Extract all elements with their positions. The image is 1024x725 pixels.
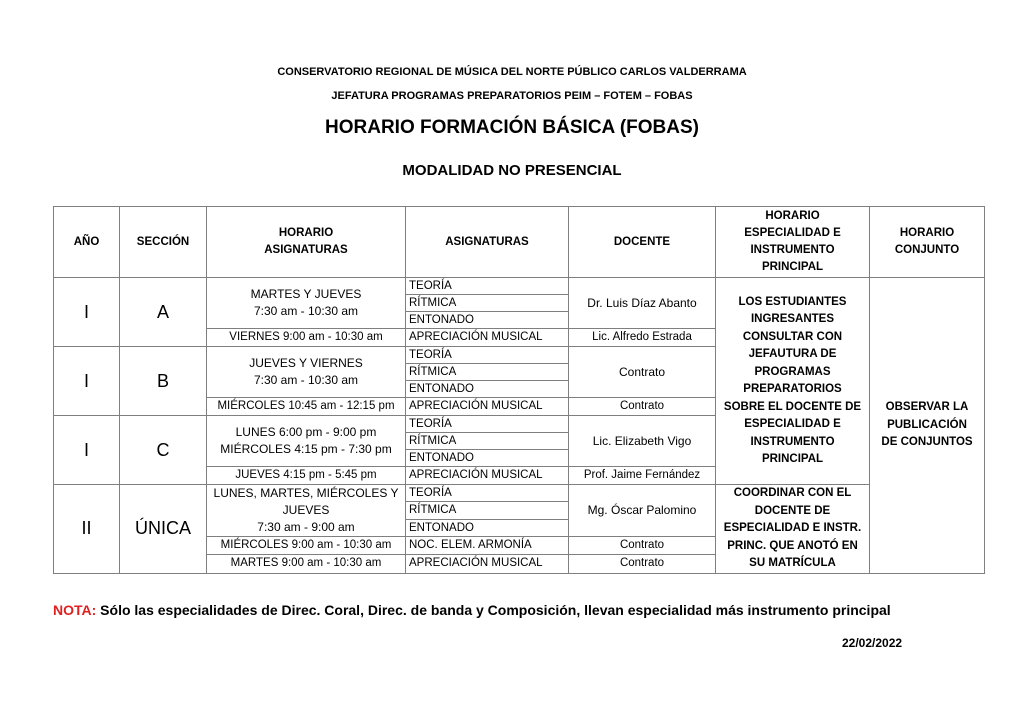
modality-subtitle: MODALIDAD NO PRESENCIAL [402, 162, 622, 179]
subject-cell: ENTONADO [406, 312, 569, 329]
subject-cell: APRECIACIÓN MUSICAL [406, 329, 569, 347]
year-cell: I [54, 278, 120, 347]
page-title: HORARIO FORMACIÓN BÁSICA (FOBAS) [325, 117, 699, 138]
schedule-cell: VIERNES 9:00 am - 10:30 am [207, 329, 406, 347]
schedule-cell: JUEVES 4:15 pm - 5:45 pm [207, 467, 406, 485]
section-cell: C [120, 416, 207, 485]
col-header-specialty-line: ESPECIALIDAD E [744, 227, 841, 239]
footer-note [53, 602, 891, 618]
subject-cell: TEORÍA [406, 347, 569, 364]
note-line: ESPECIALIDAD E INSTR. [723, 522, 862, 534]
schedule-cell [207, 347, 406, 398]
schedule-cell: MARTES 9:00 am - 10:30 am [207, 555, 406, 573]
schedule-line: JUEVES [282, 503, 330, 518]
subject-cell: RÍTMICA [406, 295, 569, 312]
table-header-row [54, 207, 985, 278]
schedule-cell: MIÉRCOLES 9:00 am - 10:30 am [207, 537, 406, 555]
col-header-ensemble-line: HORARIO [899, 227, 955, 239]
teacher-cell: Contrato [569, 555, 716, 573]
section-cell: A [120, 278, 207, 347]
section-cell: ÚNICA [120, 485, 207, 574]
note-line: CONSULTAR CON [742, 330, 843, 343]
note-line: PREPARATORIOS [743, 383, 842, 395]
teacher-cell: Contrato [569, 347, 716, 398]
teacher-cell: Contrato [569, 398, 716, 416]
note-line: DE CONJUNTOS [881, 436, 973, 448]
teacher-cell: Dr. Luis Díaz Abanto [569, 278, 716, 329]
note-line: SOBRE EL DOCENTE DE [723, 400, 862, 413]
specialty-note-cell [716, 278, 870, 485]
schedule-cell [207, 416, 406, 467]
ensemble-note-cell [870, 278, 985, 574]
note-text: Sólo las especialidades de Direc. Coral, Direc. de banda y Composición, llevan especialidad más instrumento principal [96, 602, 891, 618]
note-line: LOS ESTUDIANTES [738, 295, 847, 308]
col-header-ensemble-line: CONJUNTO [894, 244, 960, 256]
teacher-cell: Prof. Jaime Fernández [569, 467, 716, 485]
subject-cell: TEORÍA [406, 416, 569, 433]
col-header-schedule [207, 207, 406, 278]
note-line: INGRESANTES [750, 313, 835, 325]
teacher-cell: Mg. Óscar Palomino [569, 485, 716, 537]
col-header-schedule-line: HORARIO [278, 227, 334, 239]
subject-cell: APRECIACIÓN MUSICAL [406, 467, 569, 485]
schedule-line: MARTES Y JUEVES [250, 287, 362, 301]
subject-cell: TEORÍA [406, 485, 569, 502]
teacher-cell: Contrato [569, 537, 716, 555]
subject-cell: RÍTMICA [406, 433, 569, 450]
schedule-cell [207, 485, 406, 537]
subject-cell: RÍTMICA [406, 502, 569, 519]
year-cell: II [54, 485, 120, 574]
subject-cell: TEORÍA [406, 278, 569, 295]
note-line: DOCENTE DE [754, 504, 831, 517]
note-line: PUBLICACIÓN [887, 418, 967, 431]
subject-cell: ENTONADO [406, 450, 569, 467]
subject-cell: NOC. ELEM. ARMONÍA [406, 537, 569, 555]
col-header-ensemble [870, 207, 985, 278]
col-header-schedule-line: ASIGNATURAS [264, 244, 348, 256]
department-name: JEFATURA PROGRAMAS PREPARATORIOS PEIM – FOTEM – FOBAS [331, 90, 693, 102]
note-line: SU MATRÍCULA [749, 557, 836, 569]
note-line: OBSERVAR LA [885, 401, 969, 413]
institution-name: CONSERVATORIO REGIONAL DE MÚSICA DEL NORTE PÚBLICO CARLOS VALDERRAMA [277, 66, 747, 78]
subject-cell: ENTONADO [406, 519, 569, 536]
note-line: JEFAUTURA DE [748, 348, 837, 360]
note-line: COORDINAR CON EL [733, 487, 852, 499]
year-cell: I [54, 416, 120, 485]
subject-cell: RÍTMICA [406, 364, 569, 381]
col-header-teacher: DOCENTE [569, 207, 716, 278]
schedule-line: JUEVES Y VIERNES [249, 356, 363, 370]
schedule-line: LUNES 6:00 pm - 9:00 pm [235, 425, 377, 439]
schedule-line: MIÉRCOLES 4:15 pm - 7:30 pm [220, 442, 392, 456]
note-line: INSTRUMENTO [750, 435, 835, 448]
note-line: PRINCIPAL [761, 453, 824, 465]
note-line: ESPECIALIDAD E [744, 418, 841, 430]
schedule-cell: MIÉRCOLES 10:45 am - 12:15 pm [207, 398, 406, 416]
schedule-cell [207, 278, 406, 329]
teacher-cell: Lic. Elizabeth Vigo [569, 416, 716, 467]
specialty-note-cell [716, 485, 870, 574]
col-header-specialty-line: PRINCIPAL [761, 261, 824, 273]
table-row [54, 485, 985, 502]
note-line: PRINC. QUE ANOTÓ EN [727, 539, 858, 552]
col-header-year: AÑO [54, 207, 120, 278]
table-row [54, 278, 985, 295]
subject-cell: APRECIACIÓN MUSICAL [406, 555, 569, 573]
col-header-specialty [716, 207, 870, 278]
col-header-specialty-line: INSTRUMENTO [750, 244, 835, 256]
schedule-table [53, 206, 985, 574]
note-label: NOTA: [53, 602, 97, 618]
col-header-section: SECCIÓN [120, 207, 207, 278]
subject-cell: ENTONADO [406, 381, 569, 398]
schedule-line: 7:30 am - 10:30 am [253, 373, 359, 387]
document-date: 22/02/2022 [842, 636, 903, 650]
teacher-cell: Lic. Alfredo Estrada [569, 329, 716, 347]
schedule-line: 7:30 am - 9:00 am [257, 520, 355, 535]
section-cell: B [120, 347, 207, 416]
col-header-subjects: ASIGNATURAS [406, 207, 569, 278]
schedule-line: 7:30 am - 10:30 am [253, 304, 359, 318]
subject-cell: APRECIACIÓN MUSICAL [406, 398, 569, 416]
col-header-specialty-line: HORARIO [765, 210, 820, 222]
year-cell: I [54, 347, 120, 416]
note-line: PROGRAMAS [754, 365, 831, 378]
schedule-line: LUNES, MARTES, MIÉRCOLES Y [213, 486, 399, 501]
